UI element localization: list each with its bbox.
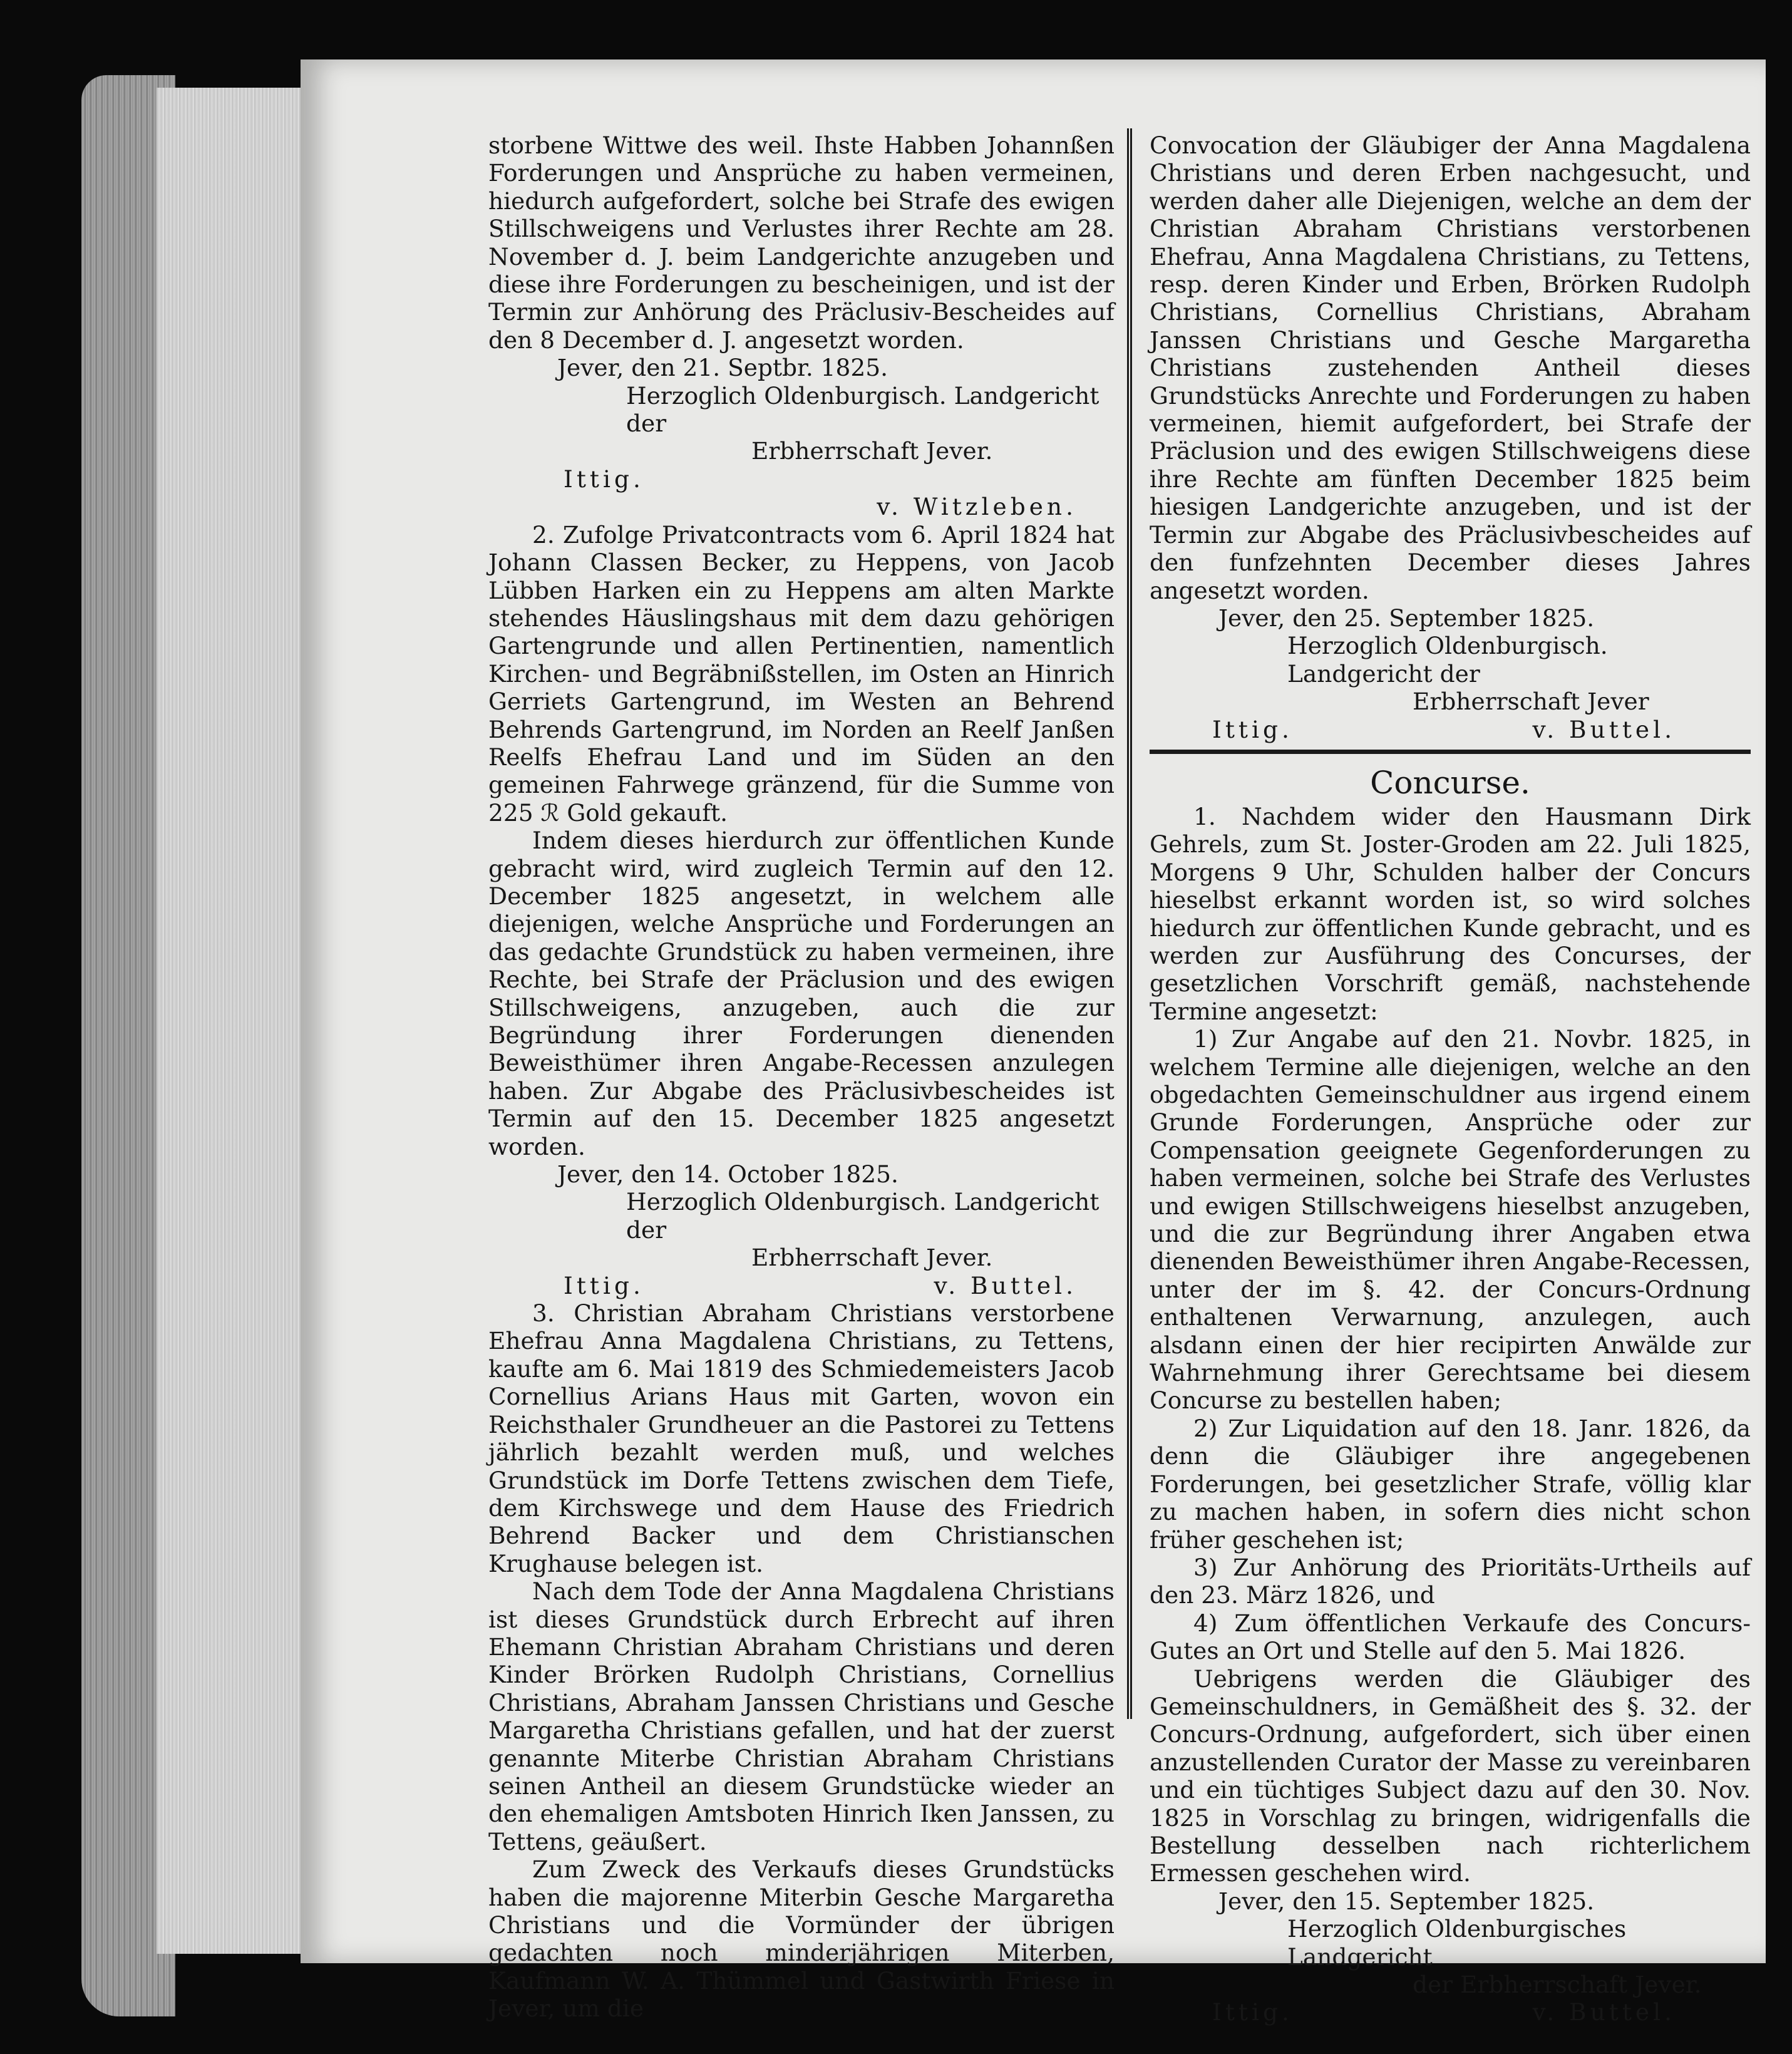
notice-1-court: Herzoglich Oldenburgisch. Landgericht der	[626, 381, 1099, 438]
notice-3-body: 3. Christian Abraham Christians verstorbene Ehefrau Anna Magdalena Christians, zu Tettens, kaufte am 6. Mai 1819 des Schmiedemeisters Jacob Cornellius Arians Haus mit Garten, wovon ein Reichsthaler Grundheuer an die Pastorei zu Tettens jährlich bezahlt werden muß, und welches Grundstück im Dorfe Tettens zwischen dem Tiefe, dem Kirchswege und dem Hause des Friedrich Behrend Backer und dem Christianschen Krughause belegen ist.	[488, 1299, 1115, 1577]
notice-1-signature-right: v. Witzleben.	[877, 493, 1077, 521]
notice-2-signatures	[488, 1272, 1115, 1299]
page-stack-edge	[157, 88, 319, 1954]
concurse-1-court: Herzoglich Oldenburgisches Landgericht	[1287, 1915, 1627, 1971]
notice-3-signature-left: Ittig.	[1212, 715, 1293, 743]
notice-2-court: Herzoglich Oldenburgisch. Landgericht der	[626, 1188, 1099, 1244]
concurse-1-place-date: Jever, den 15. September 1825.	[1218, 1887, 1595, 1915]
notice-2-court-line2: Erbherrschaft Jever.	[751, 1244, 993, 1272]
section-divider	[1150, 750, 1751, 754]
concurse-1-signature-right: v. Buttel.	[1532, 1998, 1676, 2026]
concurse-1-term-2: 2) Zur Liquidation auf den 18. Janr. 1826, da denn die Gläubiger ihre angegebenen Forderungen, bei gesetzlicher Strafe, völlig klar zu machen haben, in sofern dies nicht schon früher geschehen ist;	[1150, 1414, 1751, 1554]
concurse-1-term-1: 1) Zur Angabe auf den 21. Novbr. 1825, in welchem Termine alle diejenigen, welche an den obgedachten Gemeinschuldner aus irgend einem Grunde Forderungen, Ansprüche oder zur Compensation geeignete Gegenforderungen zu haben vermeinen, solche bei Strafe des Verlustes und ewigen Stillschweigens hieselbst anzugeben, und die zur Begründung ihrer Angaben etwa dienenden Beweisthümer ihren Angabe-Recessen, unter der im §. 42. der Concurs-Ordnung enthaltenen Verwarnung, anzulegen, auch alsdann einen der hier recipirten Anwälde zur Wahrnehmung ihrer Gerechtsame bei diesem Concurse zu bestellen haben;	[1150, 1025, 1751, 1415]
notice-1-place-date: Jever, den 21. Septbr. 1825.	[557, 354, 888, 382]
notice-3-body-continued-2: Zum Zweck des Verkaufs dieses Grundstücks haben die majorenne Miterbin Gesche Margaretha Christians und die Vormünder der übrigen gedachten noch minderjährigen Miterben, Kaufmann W. A. Thümmel und Gastwirth Friese in Jever, um die	[488, 1855, 1115, 2023]
concurse-1-signatures	[1150, 1998, 1751, 2026]
concurse-1-intro: 1. Nachdem wider den Hausmann Dirk Gehrels, zum St. Joster-Groden am 22. Juli 1825, Morgens 9 Uhr, Schulden halber der Concurs hieselbst erkannt worden ist, so wird solches hiedurch zur öffentlichen Kunde gebracht, und es werden zur Ausführung des Concurses, der gesetzlichen Vorschrift gemäß, nachstehende Termine angesetzt:	[1150, 802, 1751, 1025]
section-title: Concurse.	[1370, 764, 1530, 801]
notice-3-signatures	[1150, 716, 1751, 743]
notice-1-signature-left: Ittig.	[564, 465, 644, 493]
notice-3-signature-right: v. Buttel.	[1532, 715, 1676, 743]
notice-2-signature-left: Ittig.	[564, 1271, 644, 1299]
notice-1-court-line2: Erbherrschaft Jever.	[751, 437, 993, 465]
notice-3-court: Herzoglich Oldenburgisch. Landgericht der	[1287, 632, 1608, 688]
concurse-1-term-3: 3) Zur Anhörung des Prioritäts-Urtheils auf den 23. März 1826, und	[1150, 1553, 1751, 1609]
concurse-1-closing: Uebrigens werden die Gläubiger des Gemeinschuldners, in Gemäßheit des §. 32. der Concurs-Ordnung, aufgefordert, sich über einen anzustellenden Curator der Masse zu vereinbaren und ein tüchtiges Subject dazu auf den 30. Nov. 1825 in Vorschlag zu bringen, widrigenfalls die Bestellung desselben nach richterlichem Ermessen geschehen wird.	[1150, 1664, 1751, 1887]
right-column	[1150, 132, 1751, 2026]
column-divider	[1127, 128, 1132, 1719]
notice-2-place-date: Jever, den 14. October 1825.	[557, 1160, 899, 1189]
notice-3-place-date: Jever, den 25. September 1825.	[1218, 604, 1595, 632]
notice-1-continuation: storbene Wittwe des weil. Ihste Habben Johannßen Forderungen und Ansprüche zu haben vermeinen, hiedurch aufgefordert, solche bei Strafe des ewigen Stillschweigens und Verlustes ihrer Rechte am 28. November d. J. beim Landgerichte anzugeben und diese ihre Forderungen zu bescheinigen, und ist der Termin zur Anhörung des Präclusiv-Bescheides auf den 8 December d. J. angesetzt worden.	[488, 132, 1115, 354]
notice-2-signature-right: v. Buttel.	[934, 1271, 1077, 1299]
notice-3-body-continued: Nach dem Tode der Anna Magdalena Christians ist dieses Grundstück durch Erbrecht auf ihren Ehemann Christian Abraham Christians und deren Kinder Brörken Rudolph Christians, Cornellius Christians, Abraham Janssen Christians und Gesche Margaretha Christians gefallen, und hat der zuerst genannte Miterbe Christian Abraham Christians seinen Antheil an diesem Grundstücke wieder an den ehemaligen Amtsboten Hinrich Iken Janssen, zu Tettens, geäußert.	[488, 1577, 1115, 1855]
concurse-1-court-line2: der Erbherrschaft Jever.	[1413, 1971, 1702, 1998]
notice-2-body: 2. Zufolge Privatcontracts vom 6. April 1824 hat Johann Classen Becker, zu Heppens, von Jacob Lübben Harken ein zu Heppens am alten Markte stehendes Häuslingshaus mit dem dazu gehörigen Gartengrunde und allen Pertinentien, namentlich Kirchen- und Begräbnißstellen, im Osten an Hinrich Gerriets Gartengrund, im Westen an Behrend Behrends Gartengrund, im Norden an Reelf Janßen Reelfs Ehefrau Land und im Süden an den gemeinen Fahrwege gränzend, für die Summe von 225 ℛ Gold gekauft.	[488, 520, 1115, 827]
notice-3-court-line2: Erbherrschaft Jever	[1413, 688, 1649, 716]
concurse-1-signature-left: Ittig.	[1212, 1998, 1293, 2026]
left-column	[488, 132, 1115, 2023]
notice-2-body-continued: Indem dieses hierdurch zur öffentlichen Kunde gebracht wird, wird zugleich Termin auf den 12. December 1825 angesetzt, in welchem alle diejenigen, welche Ansprüche und Forderungen an das gedachte Grundstück zu haben vermeinen, ihre Rechte, bei Strafe der Präclusion und des ewigen Stillschweigens, anzugeben, auch die zur Begründung ihrer Forderungen dienenden Beweisthümer ihren Angabe-Recessen anzulegen haben. Zur Abgabe des Präclusivbescheides ist Termin auf den 15. December 1825 angesetzt worden.	[488, 827, 1115, 1160]
concurse-1-term-4: 4) Zum öffentlichen Verkaufe des Concurs-Gutes an Ort und Stelle auf den 5. Mai 1826.	[1150, 1609, 1751, 1665]
notice-3-continuation: Convocation der Gläubiger der Anna Magdalena Christians und deren Erben nachgesucht, und werden daher alle Diejenigen, welche an dem der Christian Abraham Christians verstorbenen Ehefrau, Anna Magdalena Christians, zu Tettens, resp. deren Kinder und Erben, Brörken Rudolph Christians, Cornellius Christians, Abraham Janssen Christians und Gesche Margaretha Christians zustehenden Antheil dieses Grundstücks Anrechte und Forderungen zu haben vermeinen, hiemit aufgefordert, bei Strafe der Präclusion und des ewigen Stillschweigens diese ihre Rechte am fünften December 1825 beim hiesigen Landgerichte anzugeben, und ist der Termin zur Abgabe des Präclusivbescheides auf den funfzehnten December dieses Jahres angesetzt worden.	[1150, 132, 1751, 604]
